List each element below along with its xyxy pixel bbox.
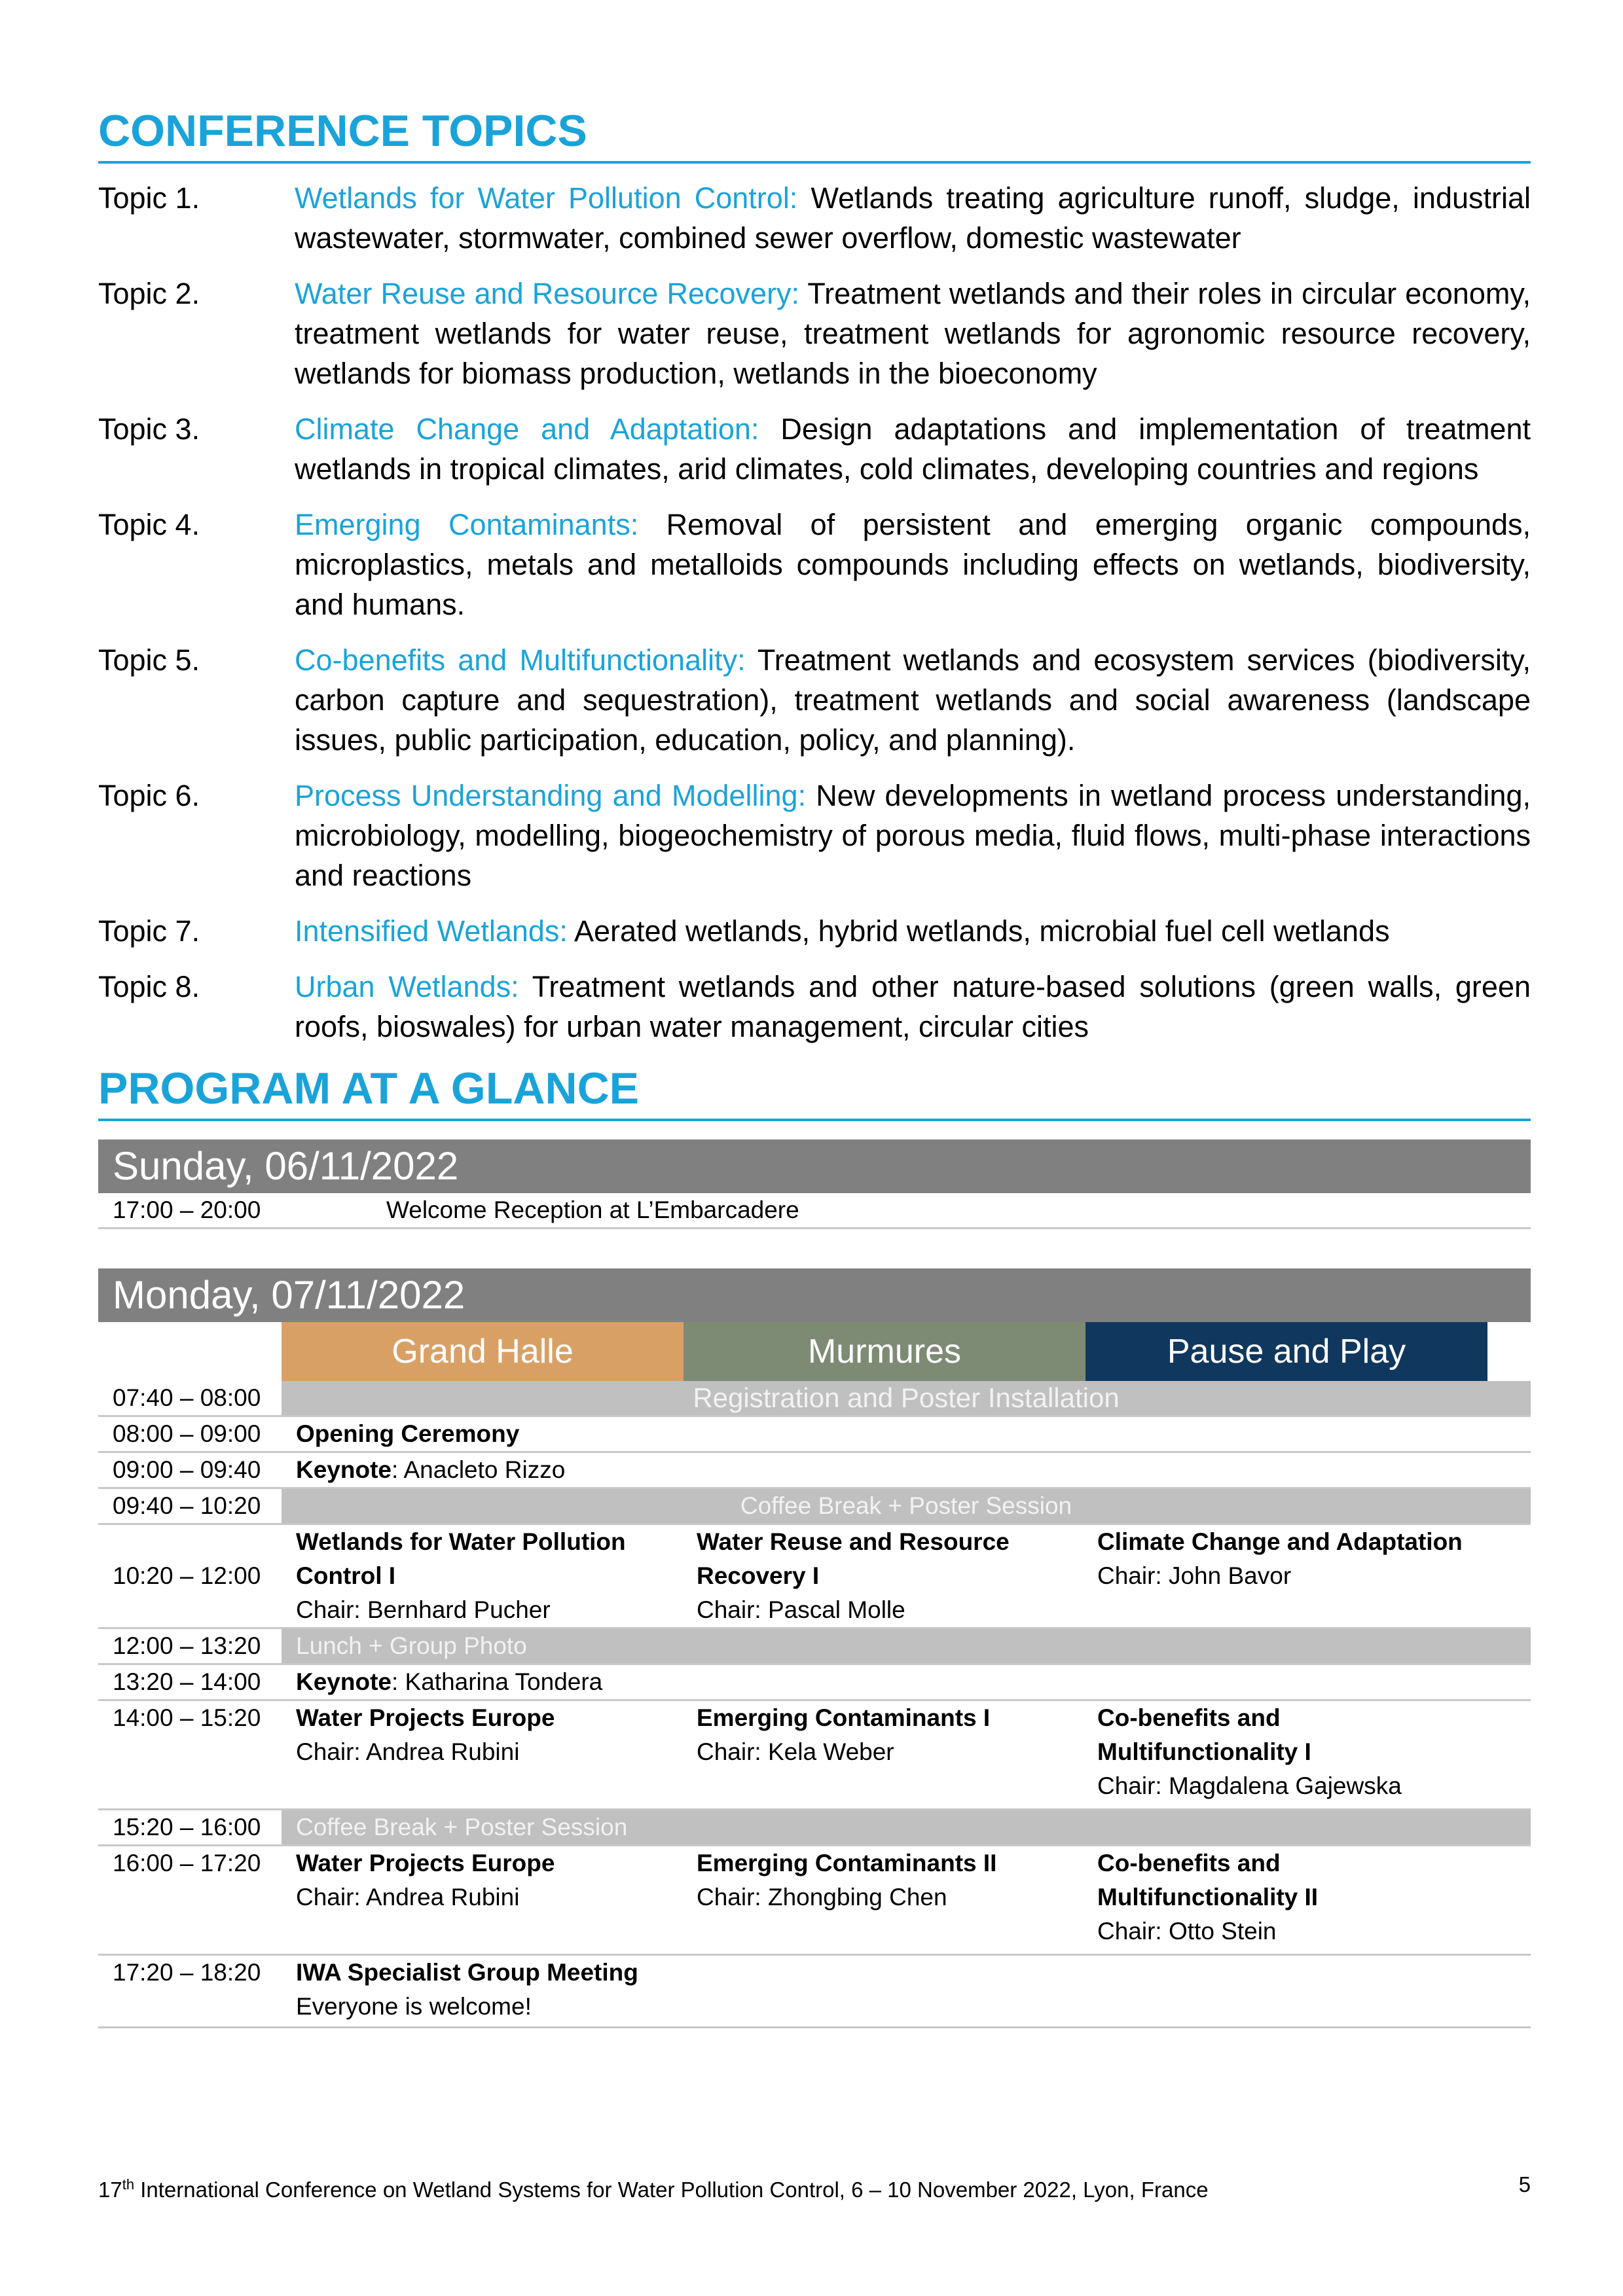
topic-item [98,967,1531,1047]
footer-ordinal: 17 [98,2178,122,2202]
session-chair: Chair: Otto Stein [1097,1918,1277,1945]
keynote-label: Keynote [296,1668,392,1695]
session-chair: Chair: Kela Weber [697,1738,894,1765]
session-title: Water Reuse and Resource Recovery I [697,1528,1010,1589]
footer-conference: International Conference on Wetland Systems for Water Pollution Control, 6 – 10 November 2022, Lyon, France [134,2178,1209,2202]
topic-text: Wetlands treating agriculture runoff, sludge, industrial wastewater, stormwater, combined sewer overflow, domestic wastewater [295,181,1531,255]
session-pause-and-play [1083,1846,1484,1948]
table-row [98,1453,1531,1489]
table-row [98,1193,1531,1229]
table-row [98,1665,1531,1701]
session-title: Co-benefits and Multifunctionality I [1097,1704,1311,1765]
session-title: Water Projects Europe [296,1850,555,1876]
session-title: Climate Change and Adaptation [1097,1528,1463,1555]
topic-text: Treatment wetlands and their roles in circular economy, treatment wetlands for water reuse, treatment wetlands for agronomic resource recovery, wetlands for biomass production, wetlands in the bioeconomy [295,277,1531,390]
topic-text: Treatment wetlands and other nature-based solutions (green walls, green roofs, bioswales) for urban water management, circular cities [295,970,1531,1043]
topic-text: New developments in wetland process understanding, microbiology, modelling, biogeochemistry of porous media, fluid flows, multi-phase interactions and reactions [295,779,1531,892]
topic-number: Topic 8. [98,970,200,1003]
session-cell [282,1193,1531,1227]
session-cell [282,1701,1531,1803]
footer-sup: th [122,2176,135,2193]
time-slot: 16:00 – 17:20 [113,1850,261,1876]
topic-body [295,505,1531,624]
session-cell [282,1453,1531,1487]
table-row [98,1701,1531,1810]
time-slot: 12:00 – 13:20 [113,1632,261,1659]
break-text: Coffee Break + Poster Session [296,1814,628,1840]
table-row [98,1810,1531,1846]
session-note: Everyone is welcome! [296,1993,532,2020]
topic-number: Topic 7. [98,914,200,948]
time-slot: 08:00 – 09:00 [113,1420,261,1447]
session-pause-and-play [1083,1525,1484,1627]
time-slot: 07:40 – 08:00 [113,1384,261,1411]
topic-title: Emerging Contaminants: [295,508,639,541]
time-slot: 14:00 – 15:20 [113,1704,261,1731]
session-murmures [682,1846,1083,1948]
time-slot: 09:00 – 09:40 [113,1456,261,1483]
session-chair: Chair: Andrea Rubini [296,1738,520,1765]
room-header-row [98,1322,1531,1381]
topic-text: Removal of persistent and emerging organic compounds, microplastics, metals and metalloids compounds including effects on wetlands, biodiversity, and humans. [295,508,1531,621]
sunday-schedule [98,1139,1531,1229]
topic-title: Climate Change and Adaptation: [295,412,759,446]
page [98,105,1531,2028]
session-title: Co-benefits and Multifunctionality II [1097,1850,1319,1910]
session-cell [282,1381,1531,1415]
room-murmures: Murmures [684,1322,1085,1381]
topics-list [98,178,1531,1047]
event-text: Welcome Reception at L’Embarcadere [386,1196,799,1223]
day-header: Monday, 07/11/2022 [98,1268,1531,1322]
room-pause-and-play: Pause and Play [1085,1322,1487,1381]
time-slot: 13:20 – 14:00 [113,1668,261,1695]
session-murmures [682,1701,1083,1803]
session-cell [282,1489,1531,1523]
day-header: Sunday, 06/11/2022 [98,1139,1531,1193]
session-chair: Chair: Andrea Rubini [296,1884,520,1910]
session-cell [282,1525,1531,1627]
table-row [98,1846,1531,1956]
table-row [98,1956,1531,2028]
conference-topics-heading: CONFERENCE TOPICS [98,105,1531,164]
topic-body [295,911,1531,951]
time-slot: 17:00 – 20:00 [113,1196,261,1223]
session-chair: Chair: Zhongbing Chen [697,1884,947,1910]
topic-number: Topic 2. [98,277,200,310]
topic-body [295,967,1531,1047]
session-grand-halle [282,1846,682,1948]
session-cell [282,1846,1531,1948]
topic-item [98,409,1531,489]
session-murmures [682,1525,1083,1627]
table-row [98,1629,1531,1665]
table-row [98,1417,1531,1453]
topic-item [98,776,1531,895]
topic-body [295,640,1531,760]
session-title: IWA Specialist Group Meeting [296,1959,638,1986]
room-grand-halle: Grand Halle [282,1322,684,1381]
topic-item [98,911,1531,951]
session-title: Emerging Contaminants II [697,1850,997,1876]
table-row [98,1489,1531,1525]
topic-body [295,776,1531,895]
session-chair: Chair: Bernhard Pucher [296,1596,551,1623]
topic-title: Water Reuse and Resource Recovery: [295,277,800,310]
footer-text [98,2170,1209,2204]
lunch-text: Lunch + Group Photo [296,1632,527,1659]
topic-title: Intensified Wetlands: [295,914,568,948]
table-row [98,1381,1531,1417]
keynote-speaker: : Katharina Tondera [391,1668,603,1695]
topic-title: Co-benefits and Multifunctionality: [295,643,746,677]
page-footer [98,2170,1531,2204]
session-cell [282,1810,1531,1844]
session-title: Wetlands for Water Pollution Control I [296,1528,626,1589]
topic-item [98,505,1531,624]
page-number: 5 [1518,2172,1531,2197]
topic-text: Aerated wetlands, hybrid wetlands, microbial fuel cell wetlands [567,914,1390,948]
topic-body [295,274,1531,393]
topic-number: Topic 5. [98,643,200,677]
topic-number: Topic 6. [98,779,200,812]
session-title: Water Projects Europe [296,1704,555,1731]
topic-title: Urban Wetlands: [295,970,519,1003]
topic-item [98,640,1531,760]
session-chair: Chair: Magdalena Gajewska [1097,1772,1402,1799]
topic-title: Wetlands for Water Pollution Control: [295,181,798,215]
session-title: Opening Ceremony [296,1420,520,1447]
topic-body [295,409,1531,489]
time-slot: 17:20 – 18:20 [113,1959,261,1986]
topic-item [98,274,1531,393]
program-heading: PROGRAM AT A GLANCE [98,1062,1531,1121]
topic-text: Design adaptations and implementation of treatment wetlands in tropical climates, arid climates, cold climates, developing countries and regions [295,412,1531,486]
session-chair: Chair: John Bavor [1097,1562,1292,1589]
topic-number: Topic 4. [98,508,200,541]
keynote-speaker: : Anacleto Rizzo [391,1456,566,1483]
session-cell [282,1417,1531,1451]
topic-body [295,178,1531,258]
topic-number: Topic 3. [98,412,200,446]
session-chair: Chair: Pascal Molle [697,1596,905,1623]
registration-text: Registration and Poster Installation [693,1382,1120,1413]
monday-schedule [98,1268,1531,2028]
session-cell [282,1956,1531,2024]
session-title: Emerging Contaminants I [697,1704,991,1731]
topic-title: Process Understanding and Modelling: [295,779,807,812]
time-slot: 15:20 – 16:00 [113,1814,261,1840]
session-cell [282,1629,1531,1663]
session-grand-halle [282,1701,682,1803]
time-slot: 10:20 – 12:00 [113,1562,261,1589]
topic-text: Treatment wetlands and ecosystem services (biodiversity, carbon capture and sequestration), treatment wetlands and social awareness (landscape issues, public participation, education, policy, and planning). [295,643,1531,757]
keynote-label: Keynote [296,1456,392,1483]
session-grand-halle [282,1525,682,1627]
table-row [98,1525,1531,1629]
topic-item [98,178,1531,258]
topic-number: Topic 1. [98,181,200,215]
session-cell [282,1665,1531,1699]
break-text: Coffee Break + Poster Session [740,1492,1072,1519]
session-pause-and-play [1083,1701,1484,1803]
time-slot: 09:40 – 10:20 [113,1492,261,1519]
